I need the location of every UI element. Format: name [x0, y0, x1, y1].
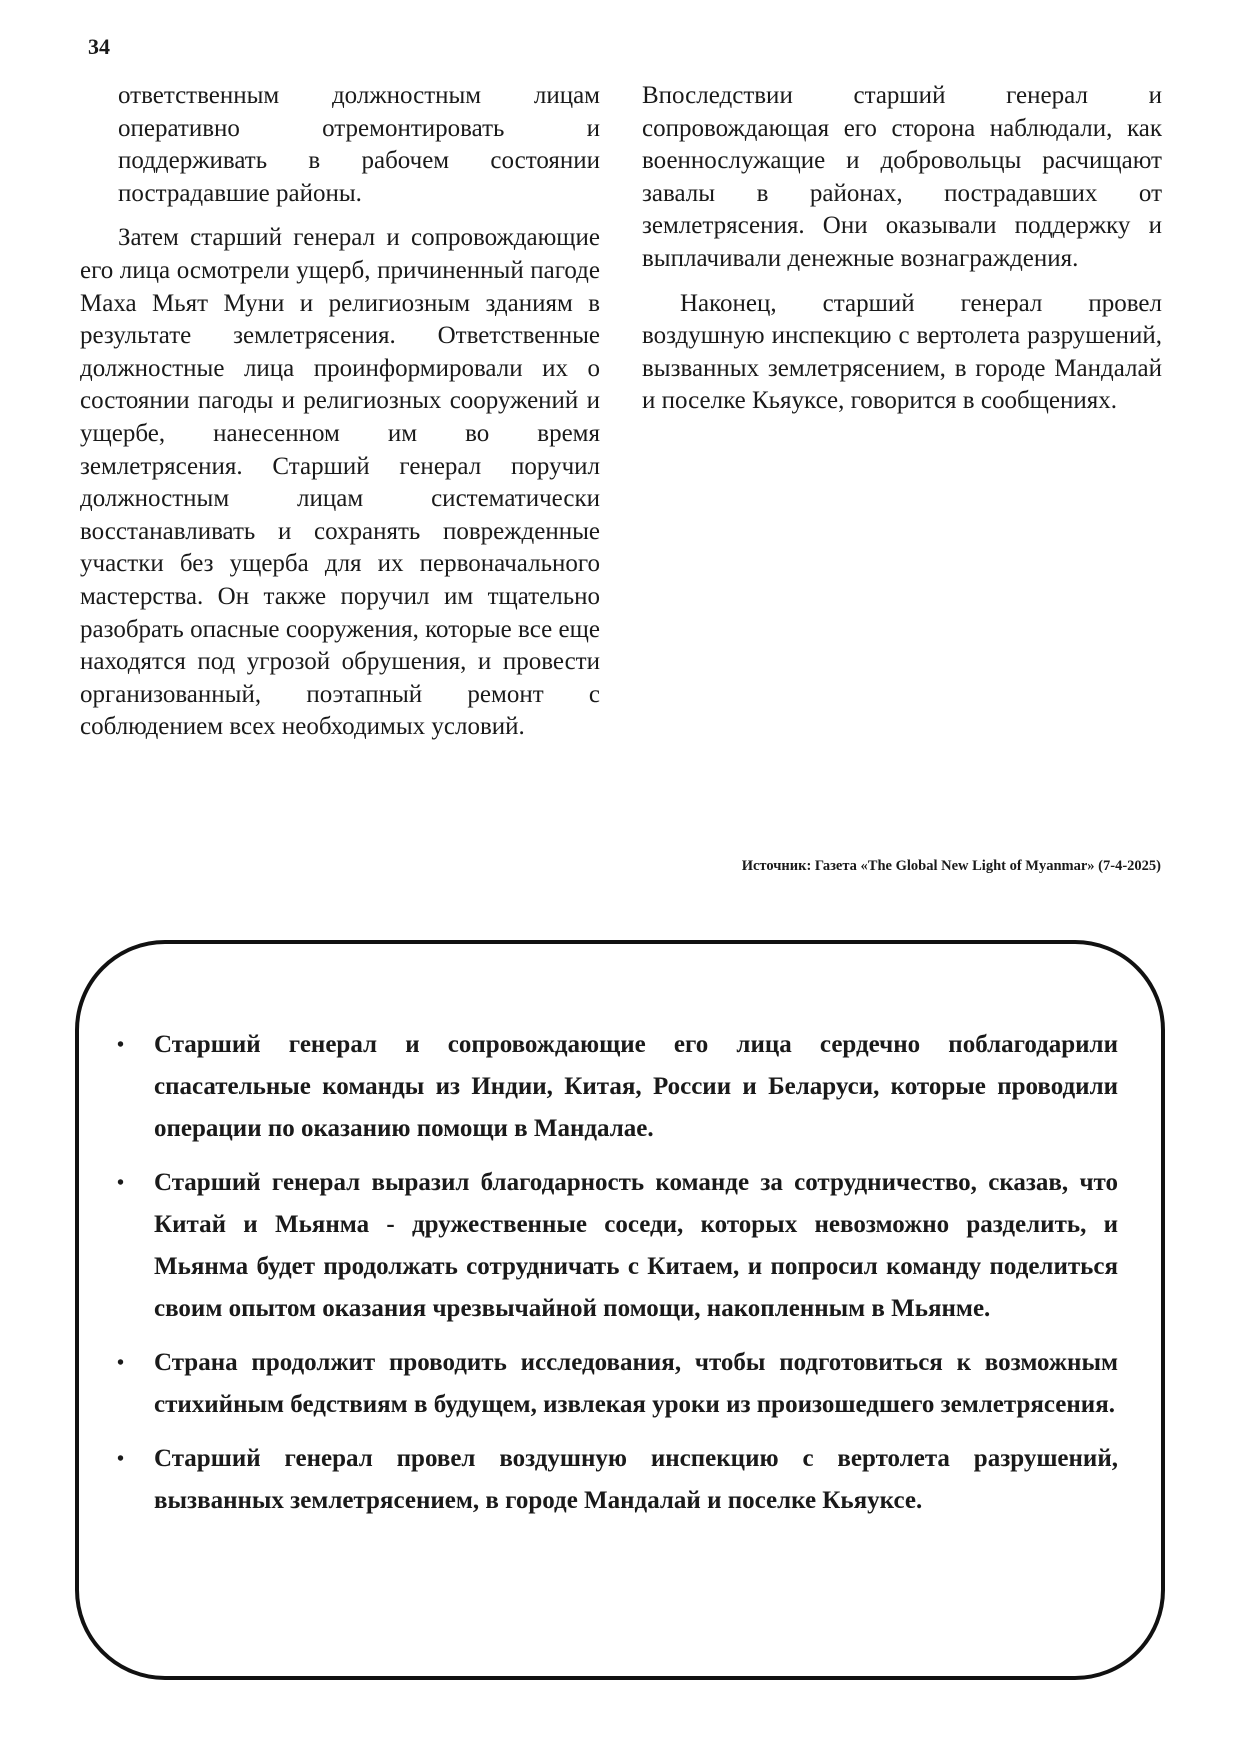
bullet-icon: •	[117, 1034, 125, 1056]
summary-item-4	[117, 1438, 1118, 1522]
summary-item-text: Старший генерал выразил благодарность команде за сотрудничество, сказав, что Китай и Мьянма - дружественные соседи, которых невозможно разделить, и Мьянма будет продолжать сотрудничать с Китаем, и попросил команду поделиться своим опытом оказания чрезвычайной помощи, накопленным в Мьянме.	[154, 1169, 1118, 1322]
bullet-icon: •	[117, 1352, 125, 1374]
bullet-icon: •	[117, 1448, 125, 1470]
summary-item-3	[117, 1342, 1118, 1426]
summary-list	[79, 1024, 1161, 1534]
summary-box	[75, 940, 1165, 1680]
summary-item-text: Страна продолжит проводить исследования, чтобы подготовиться к возможным стихийным бедствиям в будущем, извлекая уроки из произошедшего землетрясения.	[154, 1349, 1118, 1418]
article-body	[80, 80, 1162, 890]
left-paragraph-1: ответственным должностным лицам оперативно отремонтировать и поддерживать в рабочем состоянии пострадавшие районы.	[118, 82, 600, 207]
bullet-icon: •	[117, 1172, 125, 1194]
right-column	[642, 80, 1162, 430]
summary-item-text: Старший генерал и сопровождающие его лица сердечно поблагодарили спасательные команды из Индии, Китая, России и Беларуси, которые проводили операции по оказанию помощи в Мандалае.	[154, 1031, 1118, 1142]
summary-item-text: Старший генерал провел воздушную инспекцию с вертолета разрушений, вызванных землетрясением, в городе Мандалай и поселке Кьяуксе.	[154, 1445, 1118, 1514]
summary-item-1	[117, 1024, 1118, 1150]
left-column	[80, 80, 600, 756]
summary-item-2	[117, 1162, 1118, 1330]
source-citation: Источник: Газета «The Global New Light of Myanmar» (7-4-2025)	[741, 858, 1161, 874]
right-paragraph-2: Наконец, старший генерал провел воздушную инспекцию с вертолета разрушений, вызванных землетрясением, в городе Мандалай и поселке Кьяуксе, говорится в сообщениях.	[642, 289, 1162, 415]
page-number: 34	[88, 34, 110, 59]
left-paragraph-2: Затем старший генерал и сопровождающие его лица осмотрели ущерб, причиненный пагоде Маха Мьят Муни и религиозным зданиям в результате землетрясения. Ответственные должностные лица проинформировали их о состоянии пагоды и религиозных сооружений и ущербе, нанесенном им во время землетрясения. Старший генерал поручил должностным лицам систематически восстанавливать и сохранять поврежденные участки без ущерба для их первоначального мастерства. Он также поручил им тщательно разобрать опасные сооружения, которые все еще находятся под угрозой обрушения, и провести организованный, поэтапный ремонт с соблюдением всех необходимых условий.	[80, 224, 600, 741]
right-paragraph-1: Впоследствии старший генерал и сопровождающая его сторона наблюдали, как военнослужащие и добровольцы расчищают завалы в районах, пострадавших от землетрясения. Они оказывали поддержку и выплачивали денежные вознаграждения.	[642, 82, 1162, 272]
